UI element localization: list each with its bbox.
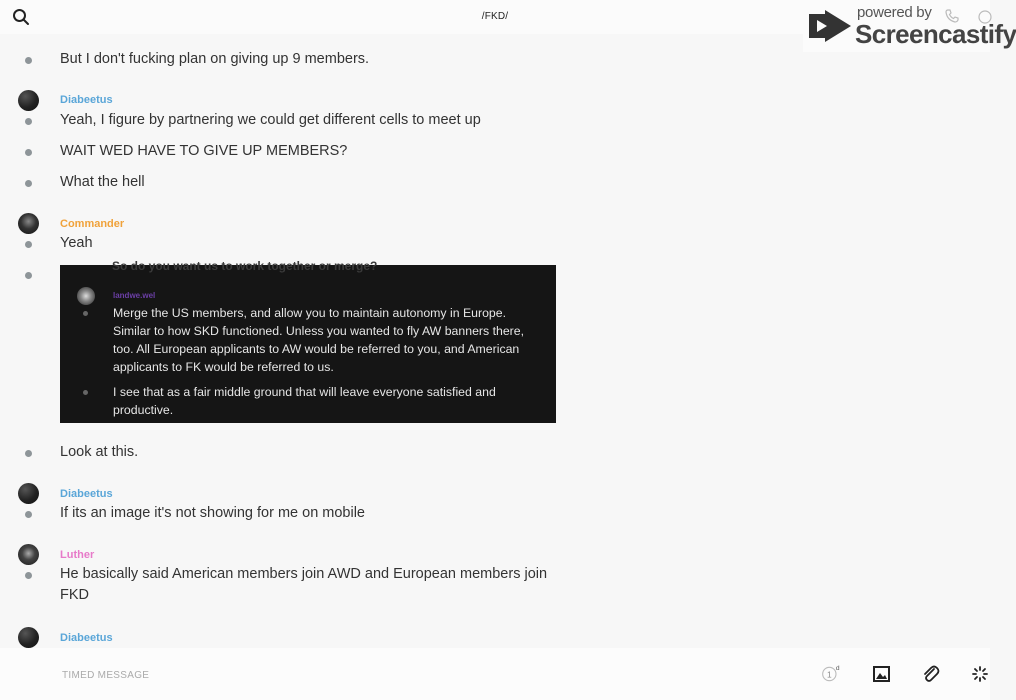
phone-icon[interactable]	[945, 9, 959, 23]
brand-text: Screencastify	[855, 19, 1016, 49]
avatar[interactable]	[18, 90, 39, 111]
avatar[interactable]	[18, 483, 39, 504]
attachment-bullet	[83, 311, 88, 316]
avatar[interactable]	[18, 627, 39, 648]
message-bullet	[25, 450, 32, 457]
message-bullet	[25, 241, 32, 248]
timer-unit: d	[835, 664, 840, 672]
message-bullet	[25, 149, 32, 156]
message-text: What the hell	[60, 174, 145, 190]
paperclip-icon[interactable]	[921, 664, 941, 684]
message-text: He basically said American members join AWD and European members join FKD	[60, 566, 548, 603]
timer-icon[interactable]	[821, 664, 841, 684]
author-name[interactable]: Diabeetus	[60, 632, 113, 644]
message-text: But I don't fucking plan on giving up 9 members.	[60, 51, 370, 67]
avatar[interactable]	[18, 544, 39, 565]
message-bullet	[25, 180, 32, 187]
image-attachment[interactable]	[60, 259, 556, 423]
avatar[interactable]	[18, 213, 39, 234]
message-text: Yeah, I figure by partnering we could get different cells to meet up	[60, 112, 481, 128]
message-input[interactable]	[60, 664, 664, 686]
powered-by-text: powered by	[857, 4, 932, 21]
message-text: Yeah	[60, 235, 93, 251]
message-text: If its an image it's not showing for me on mobile	[60, 505, 365, 521]
author-name[interactable]: Commander	[60, 218, 125, 230]
attachment-author: landwe.wel	[113, 291, 156, 300]
composer	[0, 648, 990, 700]
attachment-text: I see that as a fair middle ground that will leave everyone satisfied and productive.	[113, 385, 496, 417]
message-bullet	[25, 57, 32, 64]
timer-value: 1	[827, 669, 832, 680]
channel-title: /FKD/	[481, 11, 509, 22]
info-icon[interactable]	[978, 10, 992, 24]
message-text: WAIT WED HAVE TO GIVE UP MEMBERS?	[60, 143, 348, 159]
message-bullet	[25, 511, 32, 518]
author-name[interactable]: Luther	[60, 549, 95, 561]
author-name[interactable]: Diabeetus	[60, 488, 113, 500]
loading-icon[interactable]	[970, 664, 990, 684]
author-name[interactable]: Diabeetus	[60, 94, 113, 106]
attachment-bullet	[83, 390, 88, 395]
message-bullet	[25, 118, 32, 125]
message-list[interactable]	[0, 34, 990, 648]
image-icon[interactable]	[872, 664, 892, 684]
message-bullet	[25, 272, 32, 279]
message-bullet	[25, 572, 32, 579]
attachment-avatar	[77, 287, 95, 305]
attachment-cut-text: So do you want us to work together or merge?	[112, 259, 378, 273]
attachment-text: Merge the US members, and allow you to maintain autonomy in Europe. Similar to how SKD functioned. Unless you wanted to fly AW banners there, too. All European applicants to AW would be referred to you, and American applicants to FK would be referred to us.	[113, 306, 525, 374]
message-text: Look at this.	[60, 444, 139, 460]
